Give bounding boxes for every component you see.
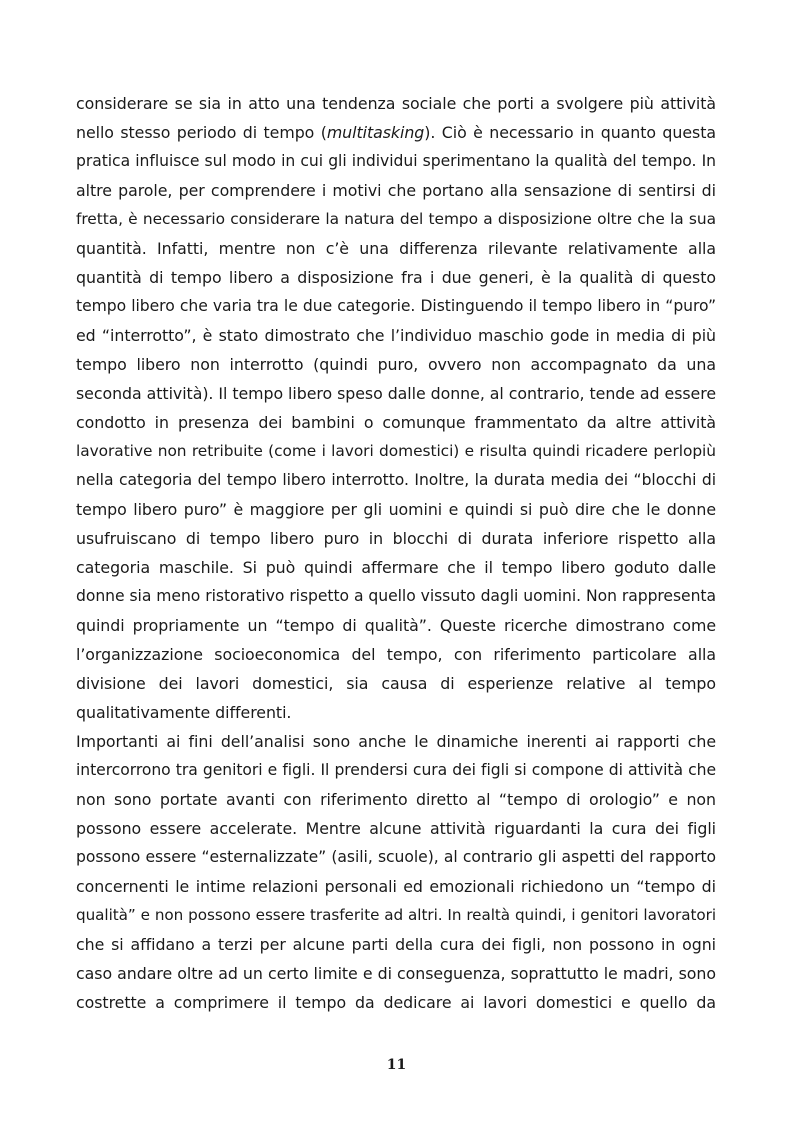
paragraph-2	[76, 727, 716, 1017]
text-line: Importanti ai fini dell’analisi sono anche le dinamiche inerenti ai rapporti che	[76, 732, 716, 751]
text-line: ed “interrotto”, è stato dimostrato che l’individuo maschio gode in media di più	[76, 326, 716, 345]
text-line: che si affidano a terzi per alcune parti della cura dei figli, non possono in ogni	[76, 935, 716, 954]
text-line: seconda attività). Il tempo libero speso dalle donne, al contrario, tende ad essere	[76, 384, 716, 403]
text-line: altre parole, per comprendere i motivi che portano alla sensazione di sentirsi di	[76, 181, 716, 200]
text-line: l’organizzazione socioeconomica del tempo, con riferimento particolare alla	[76, 645, 716, 664]
text-line	[76, 118, 716, 147]
text-line: possono essere “esternalizzate” (asili, scuole), al contrario gli aspetti del rapporto	[76, 848, 716, 866]
text-line: possono essere accelerate. Mentre alcune attività riguardanti la cura dei figli	[76, 819, 716, 838]
text-line: condotto in presenza dei bambini o comunque frammentato da altre attività	[76, 413, 716, 432]
text-line: qualità” e non possono essere trasferite ad altri. In realtà quindi, i genitori lavoratori	[76, 906, 716, 924]
text-line: qualitativamente differenti.	[76, 703, 292, 722]
text-line: caso andare oltre ad un certo limite e di conseguenza, soprattutto le madri, sono	[76, 964, 716, 983]
text-line: donne sia meno ristorativo rispetto a quello vissuto dagli uomini. Non rappresenta	[76, 587, 716, 605]
emphasis-text: multitasking	[326, 123, 425, 142]
text-line: tempo libero non interrotto (quindi puro, ovvero non accompagnato da una	[76, 355, 716, 374]
text-line: concernenti le intime relazioni personali ed emozionali richiedono un “tempo di	[76, 877, 716, 896]
text-line: considerare se sia in atto una tendenza sociale che porti a svolgere più attività	[76, 94, 716, 113]
text-line: fretta, è necessario considerare la natura del tempo a disposizione oltre che la sua	[76, 210, 716, 228]
text-segment: ). Ciò è necessario in quanto questa	[424, 123, 716, 142]
text-line: pratica influisce sul modo in cui gli individui sperimentano la qualità del tempo. In	[76, 152, 716, 170]
text-line: quindi propriamente un “tempo di qualità”. Queste ricerche dimostrano come	[76, 616, 716, 635]
text-line: tempo libero che varia tra le due categorie. Distinguendo il tempo libero in “puro”	[76, 297, 716, 315]
text-line: costrette a comprimere il tempo da dedicare ai lavori domestici e quello da	[76, 993, 716, 1012]
text-line: quantità. Infatti, mentre non c’è una differenza rilevante relativamente alla	[76, 239, 716, 258]
page-number: 11	[386, 1057, 407, 1073]
text-segment: nello stesso periodo di tempo (	[76, 123, 327, 142]
text-line: tempo libero puro” è maggiore per gli uomini e quindi si può dire che le donne	[76, 500, 716, 519]
page-body	[76, 89, 716, 1017]
text-line: intercorrono tra genitori e figli. Il prendersi cura dei figli si compone di attività che	[76, 761, 716, 779]
text-line: quantità di tempo libero a disposizione fra i due generi, è la qualità di questo	[76, 268, 716, 287]
text-line: categoria maschile. Si può quindi affermare che il tempo libero goduto dalle	[76, 558, 716, 577]
text-line: non sono portate avanti con riferimento diretto al “tempo di orologio” e non	[76, 790, 716, 809]
text-line: divisione dei lavori domestici, sia causa di esperienze relative al tempo	[76, 674, 716, 693]
text-line: lavorative non retribuite (come i lavori domestici) e risulta quindi ricadere perlopiù	[76, 442, 716, 460]
text-line: usufruiscano di tempo libero puro in blocchi di durata inferiore rispetto alla	[76, 529, 716, 548]
paragraph-1	[76, 89, 716, 727]
text-line: nella categoria del tempo libero interrotto. Inoltre, la durata media dei “blocchi di	[76, 471, 716, 489]
